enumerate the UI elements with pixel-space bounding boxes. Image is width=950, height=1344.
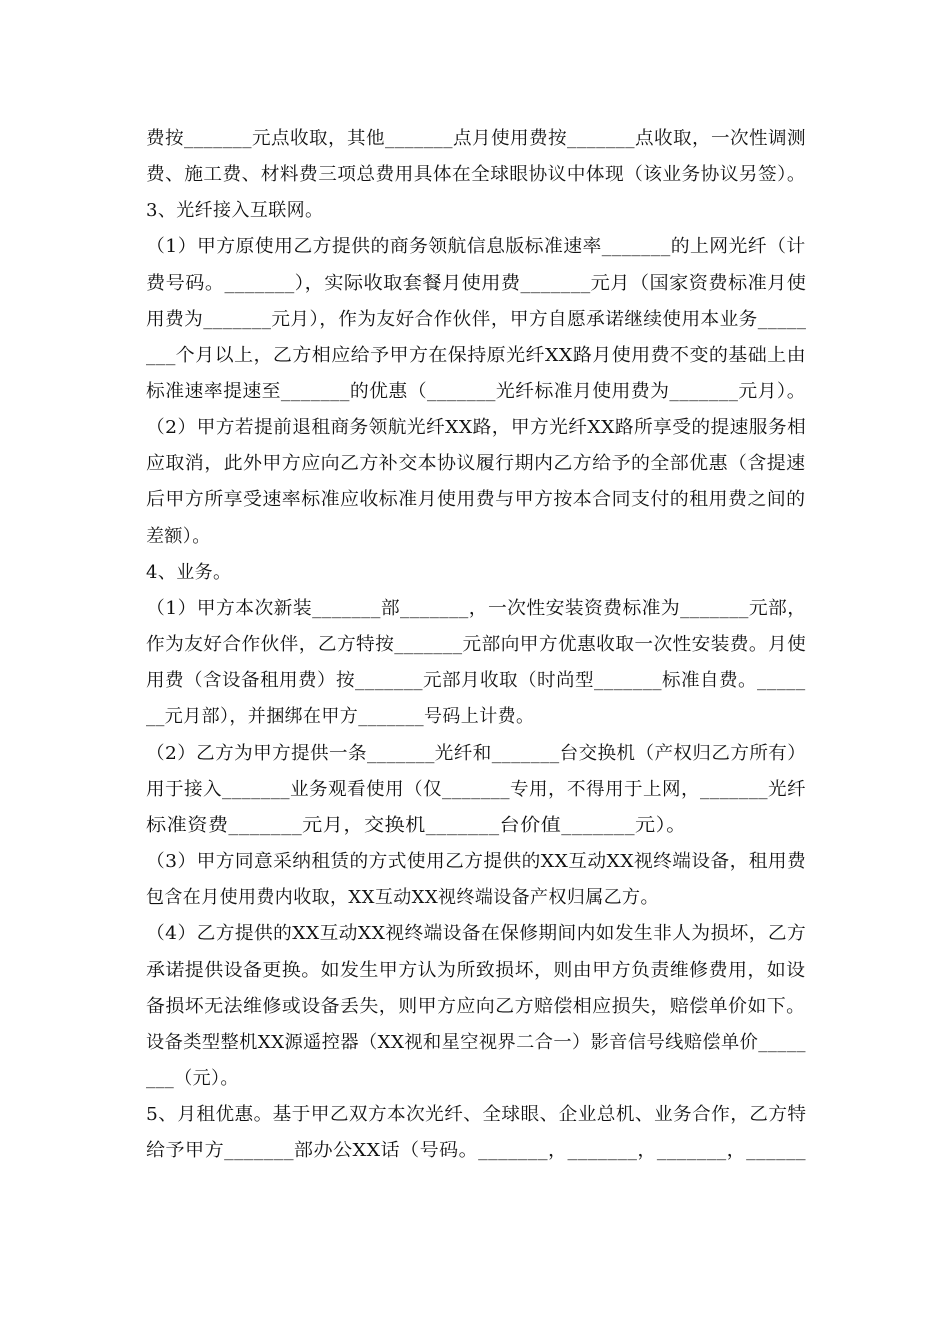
text-line: 费号码。_______），实际收取套餐月使用费_______元月（国家资费标准月使 (146, 273, 807, 294)
text-line: 差额）。 (146, 526, 211, 547)
text-line: 包含在月使用费内收取，XX互动XX视终端设备产权归属乙方。 (146, 887, 659, 908)
section-heading: 4、业务。 (146, 562, 232, 583)
text-line: 费按_______元点收取，其他_______点月使用费按_______点收取，一次性调测 (146, 128, 806, 149)
text-line: （4）乙方提供的XX互动XX视终端设备在保修期间内如发生非人为损坏，乙方 (146, 923, 807, 944)
text-line: ___（元）。 (146, 1068, 239, 1089)
text-line: 给予甲方_______部办公XX话（号码。_______，_______，_______，______ (146, 1140, 807, 1161)
text-line: （2）乙方为甲方提供一条_______光纤和_______台交换机（产权归乙方所有） (146, 743, 807, 764)
text-line: 用费（含设备租用费）按_______元部月收取（时尚型_______标准自费。_____ (146, 670, 806, 691)
text-line: 作为友好合作伙伴，乙方特按_______元部向甲方优惠收取一次性安装费。月使 (146, 634, 807, 655)
text-line: 标准资费_______元月，交换机_______台价值_______元）。 (146, 815, 687, 836)
text-line: （3）甲方同意采纳租赁的方式使用乙方提供的XX互动XX视终端设备，租用费 (146, 851, 807, 872)
text-line: （2）甲方若提前退租商务领航光纤XX路，甲方光纤XX路所享受的提速服务相 (146, 417, 807, 438)
text-line: 用于接入_______业务观看使用（仅_______专用，不得用于上网，_______光纤 (146, 779, 806, 800)
text-line: 承诺提供设备更换。如发生甲方认为所致损坏，则由甲方负责维修费用，如设 (146, 960, 806, 981)
text-line: 备损坏无法维修或设备丢失，则甲方应向乙方赔偿相应损失，赔偿单价如下。 (146, 996, 806, 1017)
text-line: 费、施工费、材料费三项总费用具体在全球眼协议中体现（该业务协议另签）。 (146, 164, 806, 185)
text-line: 标准速率提速至_______的优惠（_______光纤标准月使用费为_______元月）。 (146, 381, 807, 402)
text-line: __元月部），并捆绑在甲方_______号码上计费。 (146, 706, 535, 727)
text-line: ___个月以上，乙方相应给予甲方在保持原光纤XX路月使用费不变的基础上由 (146, 345, 807, 366)
text-line: 用费为_______元月），作为友好合作伙伴，甲方自愿承诺继续使用本业务_____ (146, 309, 807, 330)
text-line: （1）甲方本次新装_______部_______，一次性安装资费标准为_______元部， (146, 598, 807, 619)
text-line: （1）甲方原使用乙方提供的商务领航信息版标准速率_______的上网光纤（计 (146, 236, 806, 257)
text-line: 设备类型整机XX源遥控器（XX视和星空视界二合一）影音信号线赔偿单价_____ (146, 1032, 806, 1053)
section-heading: 3、光纤接入互联网。 (146, 200, 324, 221)
text-line: 应取消，此外甲方应向乙方补交本协议履行期内乙方给予的全部优惠（含提速 (146, 453, 806, 474)
section-heading: 5、月租优惠。基于甲乙双方本次光纤、全球眼、企业总机、业务合作，乙方特 (146, 1104, 807, 1125)
text-line: 后甲方所享受速率标准应收标准月使用费与甲方按本合同支付的租用费之间的 (146, 489, 806, 510)
